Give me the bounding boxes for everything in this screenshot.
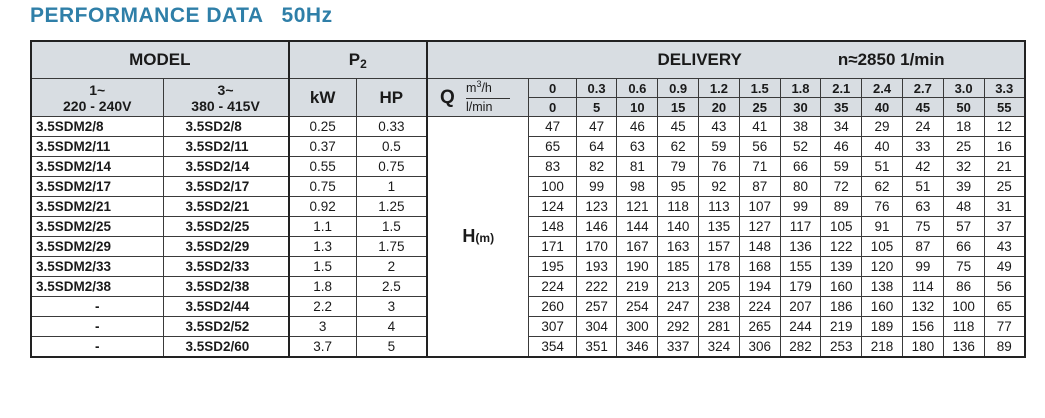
head-value: 224 <box>529 277 576 297</box>
head-value: 260 <box>529 297 576 317</box>
head-value: 99 <box>576 177 617 197</box>
head-value: 257 <box>576 297 617 317</box>
model-single-phase: - <box>31 337 163 358</box>
head-value: 105 <box>862 237 903 257</box>
head-value: 218 <box>862 337 903 358</box>
flow-lmin-cell: 10 <box>617 98 658 117</box>
head-value: 148 <box>529 217 576 237</box>
model-single-phase: 3.5SDM2/29 <box>31 237 163 257</box>
model-single-phase: 3.5SDM2/25 <box>31 217 163 237</box>
head-value: 189 <box>862 317 903 337</box>
power-hp: 1 <box>356 177 427 197</box>
head-value: 71 <box>739 157 780 177</box>
head-value: 95 <box>658 177 699 197</box>
head-value: 346 <box>617 337 658 358</box>
model-three-phase: 3.5SD2/21 <box>163 197 289 217</box>
head-value: 324 <box>699 337 740 358</box>
head-value: 49 <box>984 257 1025 277</box>
table-row <box>31 237 1025 257</box>
model-three-phase: 3.5SD2/8 <box>163 117 289 137</box>
head-value: 304 <box>576 317 617 337</box>
flow-m3h-cell: 0.3 <box>576 79 617 98</box>
head-value: 46 <box>617 117 658 137</box>
head-value: 100 <box>943 297 984 317</box>
page-title <box>30 4 333 28</box>
head-value: 180 <box>902 337 943 358</box>
power-kw: 0.92 <box>289 197 357 217</box>
head-value: 186 <box>821 297 862 317</box>
table-row <box>31 257 1025 277</box>
head-value: 114 <box>902 277 943 297</box>
head-value: 123 <box>576 197 617 217</box>
head-value: 29 <box>862 117 903 137</box>
power-kw: 0.75 <box>289 177 357 197</box>
power-hp: 0.5 <box>356 137 427 157</box>
head-value: 155 <box>780 257 821 277</box>
flow-unit-m3h <box>466 78 492 95</box>
table-row <box>31 157 1025 177</box>
head-value: 281 <box>699 317 740 337</box>
flow-m3h-cell: 3.3 <box>984 79 1025 98</box>
head-value: 56 <box>739 137 780 157</box>
head-value: 139 <box>821 257 862 277</box>
head-value: 52 <box>780 137 821 157</box>
head-value: 136 <box>943 337 984 358</box>
flow-lmin-cell: 55 <box>984 98 1025 117</box>
model-header: MODEL <box>31 41 289 79</box>
head-value: 168 <box>739 257 780 277</box>
head-value: 190 <box>617 257 658 277</box>
head-value: 66 <box>943 237 984 257</box>
flow-m3h-cell: 0 <box>529 79 576 98</box>
head-value: 63 <box>617 137 658 157</box>
power-kw: 0.55 <box>289 157 357 177</box>
head-value: 300 <box>617 317 658 337</box>
flow-m3h-cell: 0.9 <box>658 79 699 98</box>
model-single-phase: 3.5SDM2/11 <box>31 137 163 157</box>
head-value: 146 <box>576 217 617 237</box>
flow-m3h-cell: 2.7 <box>902 79 943 98</box>
table-row <box>31 317 1025 337</box>
head-value: 31 <box>984 197 1025 217</box>
power-hp: 0.33 <box>356 117 427 137</box>
head-value: 82 <box>576 157 617 177</box>
head-value: 72 <box>821 177 862 197</box>
head-value: 122 <box>821 237 862 257</box>
p2-label: P <box>348 50 361 69</box>
head-value: 282 <box>780 337 821 358</box>
head-value: 140 <box>658 217 699 237</box>
head-value: 136 <box>780 237 821 257</box>
head-value: 118 <box>658 197 699 217</box>
power-kw: 0.37 <box>289 137 357 157</box>
head-value: 194 <box>739 277 780 297</box>
model-three-phase: 3.5SD2/44 <box>163 297 289 317</box>
unit-m3h-base: m <box>466 81 477 95</box>
head-value: 160 <box>821 277 862 297</box>
power-kw: 1.1 <box>289 217 357 237</box>
head-value: 16 <box>984 137 1025 157</box>
head-value: 178 <box>699 257 740 277</box>
unit-m3h-sup: 3 <box>476 78 482 89</box>
flow-m3h-cell: 1.2 <box>699 79 740 98</box>
model-single-phase: 3.5SDM2/21 <box>31 197 163 217</box>
model-single-phase: 3.5SDM2/33 <box>31 257 163 277</box>
table-row <box>31 177 1025 197</box>
three-phase-header <box>163 79 289 117</box>
head-value: 105 <box>821 217 862 237</box>
head-value: 205 <box>699 277 740 297</box>
head-value: 124 <box>529 197 576 217</box>
head-value: 34 <box>821 117 862 137</box>
head-symbol: H <box>462 226 476 246</box>
flow-lmin-cell: 50 <box>943 98 984 117</box>
table-row <box>31 277 1025 297</box>
head-value: 120 <box>862 257 903 277</box>
head-value: 193 <box>576 257 617 277</box>
head-value: 87 <box>902 237 943 257</box>
head-value: 157 <box>699 237 740 257</box>
head-value: 89 <box>984 337 1025 358</box>
head-value: 77 <box>984 317 1025 337</box>
title-frequency: 50Hz <box>281 4 333 27</box>
flow-m3h-cell: 1.5 <box>739 79 780 98</box>
flow-lmin-cell: 20 <box>699 98 740 117</box>
head-value: 47 <box>576 117 617 137</box>
head-value: 219 <box>821 317 862 337</box>
flow-lmin-cell: 5 <box>576 98 617 117</box>
flow-m3h-cell: 2.4 <box>862 79 903 98</box>
head-value: 46 <box>821 137 862 157</box>
power-kw: 1.5 <box>289 257 357 277</box>
flow-lmin-cell: 0 <box>529 98 576 117</box>
head-value: 306 <box>739 337 780 358</box>
power-kw: 0.25 <box>289 117 357 137</box>
model-single-phase: - <box>31 297 163 317</box>
head-value: 121 <box>617 197 658 217</box>
kw-header: kW <box>289 79 357 117</box>
head-value: 48 <box>943 197 984 217</box>
model-three-phase: 3.5SD2/11 <box>163 137 289 157</box>
model-single-phase: 3.5SDM2/14 <box>31 157 163 177</box>
head-value: 354 <box>529 337 576 358</box>
speed-label: n≈2850 1/min <box>837 50 945 69</box>
power-hp: 2.5 <box>356 277 427 297</box>
head-value: 66 <box>780 157 821 177</box>
head-value: 92 <box>699 177 740 197</box>
head-value: 307 <box>529 317 576 337</box>
head-value: 99 <box>780 197 821 217</box>
model-three-phase: 3.5SD2/33 <box>163 257 289 277</box>
head-value: 42 <box>902 157 943 177</box>
head-value: 65 <box>529 137 576 157</box>
head-value: 57 <box>943 217 984 237</box>
head-value: 163 <box>658 237 699 257</box>
head-value: 79 <box>658 157 699 177</box>
head-value: 25 <box>984 177 1025 197</box>
head-value: 253 <box>821 337 862 358</box>
head-value: 107 <box>739 197 780 217</box>
power-hp: 1.25 <box>356 197 427 217</box>
head-value: 76 <box>862 197 903 217</box>
head-value: 87 <box>739 177 780 197</box>
head-value: 118 <box>943 317 984 337</box>
flow-lmin-cell: 15 <box>658 98 699 117</box>
power-kw: 1.3 <box>289 237 357 257</box>
power-hp: 1.5 <box>356 217 427 237</box>
head-value: 113 <box>699 197 740 217</box>
head-value: 45 <box>658 117 699 137</box>
head-value: 99 <box>902 257 943 277</box>
table-body <box>31 117 1025 358</box>
power-kw: 2.2 <box>289 297 357 317</box>
head-value: 238 <box>699 297 740 317</box>
flow-symbol: Q <box>440 87 455 108</box>
head-value: 265 <box>739 317 780 337</box>
head-value: 351 <box>576 337 617 358</box>
head-value: 138 <box>862 277 903 297</box>
model-single-phase: 3.5SDM2/38 <box>31 277 163 297</box>
head-value: 25 <box>943 137 984 157</box>
model-three-phase: 3.5SD2/14 <box>163 157 289 177</box>
unit-divider <box>466 98 510 99</box>
head-value: 40 <box>862 137 903 157</box>
head-value: 32 <box>943 157 984 177</box>
head-value: 39 <box>943 177 984 197</box>
head-value: 24 <box>902 117 943 137</box>
head-value: 18 <box>943 117 984 137</box>
head-value: 91 <box>862 217 903 237</box>
power-hp: 2 <box>356 257 427 277</box>
single-phase-header <box>31 79 163 117</box>
power-kw: 3.7 <box>289 337 357 358</box>
flow-lmin-cell: 25 <box>739 98 780 117</box>
power-hp: 4 <box>356 317 427 337</box>
p2-subscript: 2 <box>360 57 367 71</box>
power-hp: 3 <box>356 297 427 317</box>
head-value: 63 <box>902 197 943 217</box>
power-hp: 5 <box>356 337 427 358</box>
table-row <box>31 337 1025 358</box>
power-hp: 0.75 <box>356 157 427 177</box>
head-value: 117 <box>780 217 821 237</box>
head-value: 195 <box>529 257 576 277</box>
head-value: 37 <box>984 217 1025 237</box>
performance-table <box>30 40 1026 358</box>
head-value: 62 <box>862 177 903 197</box>
head-value: 144 <box>617 217 658 237</box>
head-value: 100 <box>529 177 576 197</box>
head-value: 43 <box>699 117 740 137</box>
head-value: 207 <box>780 297 821 317</box>
head-value: 156 <box>902 317 943 337</box>
head-value: 75 <box>902 217 943 237</box>
head-value: 86 <box>943 277 984 297</box>
model-three-phase: 3.5SD2/60 <box>163 337 289 358</box>
head-value: 12 <box>984 117 1025 137</box>
head-value: 38 <box>780 117 821 137</box>
model-single-phase: - <box>31 317 163 337</box>
head-value: 254 <box>617 297 658 317</box>
head-value: 59 <box>821 157 862 177</box>
flow-lmin-cell: 40 <box>862 98 903 117</box>
head-value: 160 <box>862 297 903 317</box>
table-row <box>31 137 1025 157</box>
head-value: 244 <box>780 317 821 337</box>
three-phase-voltage: 380 - 415V <box>191 97 260 114</box>
head-value: 62 <box>658 137 699 157</box>
head-value: 167 <box>617 237 658 257</box>
head-value: 81 <box>617 157 658 177</box>
three-phase-label: 3~ <box>217 81 234 98</box>
head-value: 170 <box>576 237 617 257</box>
model-three-phase: 3.5SD2/17 <box>163 177 289 197</box>
head-value: 65 <box>984 297 1025 317</box>
flow-m3h-cell: 2.1 <box>821 79 862 98</box>
single-phase-voltage: 220 - 240V <box>63 97 132 114</box>
table-row <box>31 117 1025 137</box>
table-row <box>31 297 1025 317</box>
table-row <box>31 197 1025 217</box>
head-value: 51 <box>902 177 943 197</box>
head-value: 59 <box>699 137 740 157</box>
head-value: 132 <box>902 297 943 317</box>
head-value: 76 <box>699 157 740 177</box>
head-value: 41 <box>739 117 780 137</box>
head-value: 56 <box>984 277 1025 297</box>
head-value: 185 <box>658 257 699 277</box>
head-value: 83 <box>529 157 576 177</box>
power-kw: 3 <box>289 317 357 337</box>
head-value: 219 <box>617 277 658 297</box>
header-row-top <box>31 41 1025 79</box>
title-text: PERFORMANCE DATA <box>30 4 264 27</box>
head-value: 51 <box>862 157 903 177</box>
model-three-phase: 3.5SD2/29 <box>163 237 289 257</box>
p2-header <box>289 41 427 79</box>
head-value: 171 <box>529 237 576 257</box>
head-value: 222 <box>576 277 617 297</box>
delivery-label: DELIVERY <box>657 50 742 69</box>
flow-lmin-cell: 35 <box>821 98 862 117</box>
head-value: 292 <box>658 317 699 337</box>
head-value: 47 <box>529 117 576 137</box>
model-three-phase: 3.5SD2/52 <box>163 317 289 337</box>
head-value: 21 <box>984 157 1025 177</box>
head-value: 89 <box>821 197 862 217</box>
head-label-cell <box>427 117 529 358</box>
flow-header <box>427 79 529 117</box>
single-phase-label: 1~ <box>89 81 106 98</box>
model-single-phase: 3.5SDM2/8 <box>31 117 163 137</box>
head-value: 43 <box>984 237 1025 257</box>
model-single-phase: 3.5SDM2/17 <box>31 177 163 197</box>
hp-header: HP <box>356 79 427 117</box>
flow-m3h-cell: 3.0 <box>943 79 984 98</box>
head-value: 80 <box>780 177 821 197</box>
head-value: 179 <box>780 277 821 297</box>
table-row <box>31 217 1025 237</box>
delivery-header <box>427 41 1025 79</box>
head-value: 135 <box>699 217 740 237</box>
head-value: 337 <box>658 337 699 358</box>
model-three-phase: 3.5SD2/38 <box>163 277 289 297</box>
flow-m3h-cell: 1.8 <box>780 79 821 98</box>
header-row-units <box>31 79 1025 98</box>
head-value: 98 <box>617 177 658 197</box>
flow-unit-lmin: l/min <box>466 100 493 114</box>
head-value: 75 <box>943 257 984 277</box>
power-kw: 1.8 <box>289 277 357 297</box>
head-value: 64 <box>576 137 617 157</box>
head-value: 224 <box>739 297 780 317</box>
flow-lmin-cell: 30 <box>780 98 821 117</box>
head-value: 148 <box>739 237 780 257</box>
head-value: 213 <box>658 277 699 297</box>
model-three-phase: 3.5SD2/25 <box>163 217 289 237</box>
head-value: 33 <box>902 137 943 157</box>
flow-m3h-cell: 0.6 <box>617 79 658 98</box>
head-unit: (m) <box>475 231 495 245</box>
head-value: 247 <box>658 297 699 317</box>
flow-lmin-cell: 45 <box>902 98 943 117</box>
power-hp: 1.75 <box>356 237 427 257</box>
head-value: 127 <box>739 217 780 237</box>
unit-m3h-tail: /h <box>481 81 492 95</box>
